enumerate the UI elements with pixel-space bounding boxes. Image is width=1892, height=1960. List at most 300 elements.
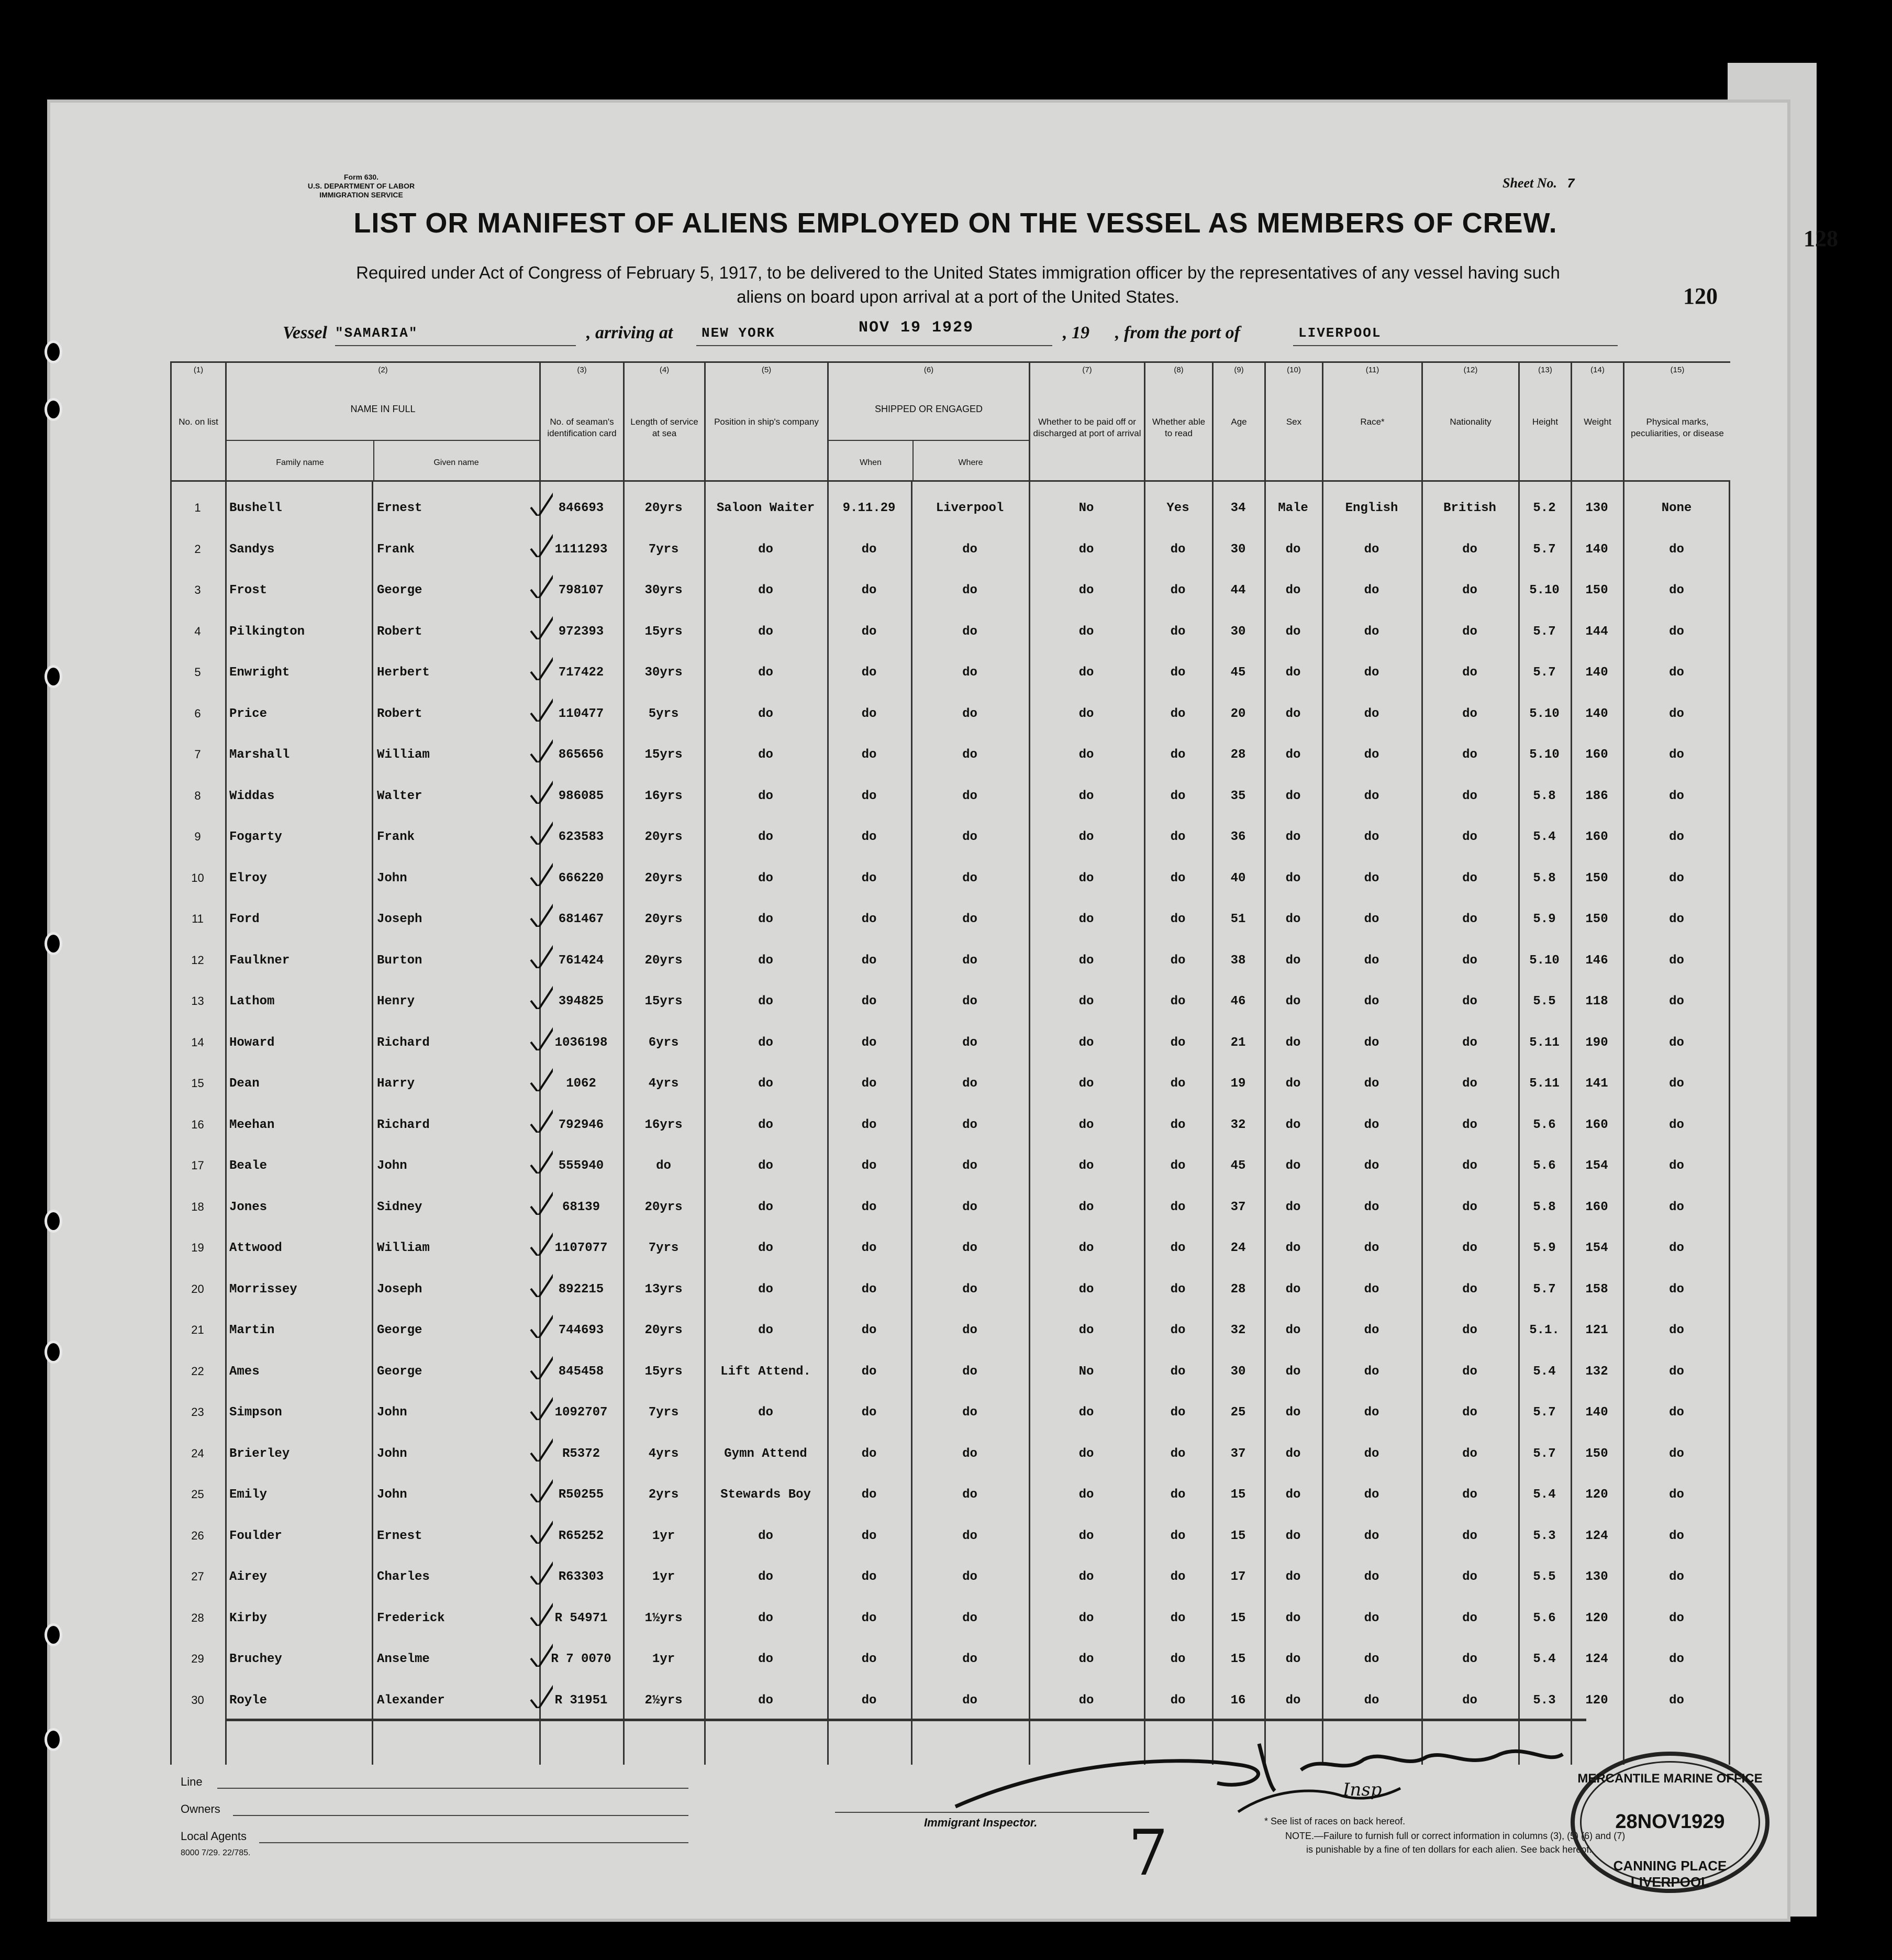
verification-check-mark bbox=[529, 1389, 553, 1420]
ship-position: do bbox=[758, 871, 773, 885]
family-name: Foulder bbox=[229, 1529, 282, 1543]
height: 5.6 bbox=[1533, 1159, 1556, 1173]
column-label: Sex bbox=[1286, 417, 1302, 427]
sub-column-label: Family name bbox=[276, 458, 324, 467]
paid-off: do bbox=[1078, 1446, 1094, 1461]
given-name: Robert bbox=[377, 706, 422, 721]
engaged-when: do bbox=[861, 1035, 877, 1050]
row-number: 9 bbox=[194, 830, 201, 843]
given-name: George bbox=[377, 583, 422, 597]
nationality: do bbox=[1462, 1200, 1477, 1214]
given-name: Richard bbox=[377, 1035, 430, 1050]
paid-off: do bbox=[1078, 542, 1094, 557]
service-length: 20yrs bbox=[644, 912, 683, 926]
physical-marks: do bbox=[1669, 1117, 1684, 1132]
engaged-where: do bbox=[962, 1323, 977, 1337]
engaged-when: do bbox=[861, 624, 877, 639]
given-name: Harry bbox=[377, 1077, 415, 1091]
ship-position: do bbox=[758, 666, 773, 680]
crew-row bbox=[170, 901, 1730, 942]
age: 19 bbox=[1230, 1077, 1246, 1091]
age: 30 bbox=[1230, 1364, 1246, 1379]
race: do bbox=[1364, 666, 1379, 680]
nationality: do bbox=[1462, 666, 1477, 680]
subheader-divider bbox=[829, 440, 1029, 441]
age: 32 bbox=[1230, 1323, 1246, 1337]
crew-row bbox=[170, 695, 1730, 736]
form-identifier bbox=[293, 173, 429, 200]
ship-position: do bbox=[758, 1159, 773, 1173]
crew-row bbox=[170, 654, 1730, 695]
penalty-note: NOTE.—Failure to furnish full or correct information in columns (3), (5) (6) and (7) bbox=[1285, 1831, 1626, 1841]
race: do bbox=[1364, 1405, 1379, 1420]
paid-off: do bbox=[1078, 994, 1094, 1009]
paid-off: No bbox=[1078, 1364, 1094, 1379]
family-name: Sandys bbox=[229, 542, 275, 557]
sex: do bbox=[1285, 542, 1301, 557]
engaged-where: do bbox=[962, 1364, 977, 1379]
able-to-read: do bbox=[1170, 1035, 1186, 1050]
row-number: 27 bbox=[191, 1570, 204, 1583]
row-number: 16 bbox=[191, 1117, 204, 1131]
age: 51 bbox=[1230, 912, 1246, 926]
age: 35 bbox=[1230, 789, 1246, 803]
column-label: SHIPPED OR ENGAGED bbox=[874, 404, 983, 414]
engaged-where: do bbox=[962, 789, 977, 803]
nationality: do bbox=[1462, 953, 1477, 968]
physical-marks: do bbox=[1669, 1405, 1684, 1420]
verification-check-mark bbox=[529, 484, 553, 516]
sex: do bbox=[1285, 1611, 1301, 1625]
race: do bbox=[1364, 994, 1379, 1009]
column-label: No. on list bbox=[179, 417, 218, 427]
year-label: , 19 bbox=[1063, 323, 1089, 342]
crew-row bbox=[170, 1024, 1730, 1065]
id-card-number: 623583 bbox=[558, 830, 604, 844]
verification-check-mark bbox=[529, 1635, 553, 1667]
given-name: John bbox=[377, 1405, 407, 1420]
id-card-number: 717422 bbox=[558, 666, 604, 680]
age: 45 bbox=[1230, 1159, 1246, 1173]
age: 37 bbox=[1230, 1446, 1246, 1461]
id-card-number: R50255 bbox=[558, 1488, 604, 1502]
punch-hole bbox=[44, 398, 62, 421]
ship-position: do bbox=[758, 953, 773, 968]
paid-off: do bbox=[1078, 1611, 1094, 1625]
family-name: Dean bbox=[229, 1077, 260, 1091]
crew-row bbox=[170, 1641, 1730, 1681]
row-number: 22 bbox=[191, 1364, 204, 1378]
family-name: Jones bbox=[229, 1200, 268, 1214]
given-name: Anselme bbox=[377, 1652, 430, 1666]
given-name: Frank bbox=[377, 542, 415, 557]
sex: do bbox=[1285, 666, 1301, 680]
sex: do bbox=[1285, 871, 1301, 885]
weight: 120 bbox=[1585, 1488, 1608, 1502]
paid-off: do bbox=[1078, 1405, 1094, 1420]
id-card-number: 892215 bbox=[558, 1282, 604, 1297]
stamp-top-text: MERCANTILE MARINE OFFICE bbox=[1577, 1771, 1763, 1786]
engaged-when: do bbox=[861, 666, 877, 680]
column-header bbox=[1029, 361, 1144, 482]
physical-marks: do bbox=[1669, 994, 1684, 1009]
weight: 146 bbox=[1585, 953, 1608, 968]
column-label: Height bbox=[1532, 417, 1559, 427]
given-name: Herbert bbox=[377, 666, 430, 680]
verification-check-mark bbox=[529, 1266, 553, 1297]
given-name: Frederick bbox=[377, 1611, 445, 1625]
age: 44 bbox=[1230, 583, 1246, 597]
age: 30 bbox=[1230, 624, 1246, 639]
engaged-when: do bbox=[861, 1405, 877, 1420]
engaged-where: Liverpool bbox=[936, 501, 1004, 515]
race: do bbox=[1364, 1159, 1379, 1173]
service-length: 20yrs bbox=[644, 501, 683, 515]
able-to-read: do bbox=[1170, 1159, 1186, 1173]
given-name: Sidney bbox=[377, 1200, 422, 1214]
able-to-read: do bbox=[1170, 1405, 1186, 1420]
inspector-signature bbox=[945, 1733, 1573, 1828]
able-to-read: do bbox=[1170, 748, 1186, 762]
service-length: 16yrs bbox=[644, 789, 683, 803]
engaged-where: do bbox=[962, 1282, 977, 1297]
ship-position: do bbox=[758, 1693, 773, 1708]
paid-off: do bbox=[1078, 624, 1094, 639]
underline bbox=[1293, 345, 1618, 346]
paid-off: do bbox=[1078, 1117, 1094, 1132]
physical-marks: do bbox=[1669, 789, 1684, 803]
race: do bbox=[1364, 871, 1379, 885]
crew-row bbox=[170, 1600, 1730, 1641]
ship-position: do bbox=[758, 706, 773, 721]
row-number: 30 bbox=[191, 1693, 204, 1707]
engaged-when: do bbox=[861, 1323, 877, 1337]
physical-marks: do bbox=[1669, 706, 1684, 721]
nationality: do bbox=[1462, 1035, 1477, 1050]
verification-check-mark bbox=[529, 1677, 553, 1708]
service-length: 20yrs bbox=[644, 953, 683, 968]
able-to-read: do bbox=[1170, 1077, 1186, 1091]
age: 17 bbox=[1230, 1570, 1246, 1584]
sex: do bbox=[1285, 1200, 1301, 1214]
height: 5.4 bbox=[1533, 1652, 1556, 1666]
age: 30 bbox=[1230, 542, 1246, 557]
engaged-where: do bbox=[962, 830, 977, 844]
able-to-read: do bbox=[1170, 1282, 1186, 1297]
physical-marks: do bbox=[1669, 1488, 1684, 1502]
family-name: Widdas bbox=[229, 789, 275, 803]
sex: do bbox=[1285, 1693, 1301, 1708]
able-to-read: do bbox=[1170, 912, 1186, 926]
given-name: Joseph bbox=[377, 912, 422, 926]
weight: 140 bbox=[1585, 706, 1608, 721]
column-label: No. of seaman's identification card bbox=[547, 417, 617, 438]
arrival-date-stamp: NOV 19 1929 bbox=[859, 319, 974, 337]
nationality: do bbox=[1462, 1693, 1477, 1708]
ship-position: do bbox=[758, 1323, 773, 1337]
id-card-number: 666220 bbox=[558, 871, 604, 885]
race: do bbox=[1364, 1241, 1379, 1255]
engaged-where: do bbox=[962, 1200, 977, 1214]
engaged-when: do bbox=[861, 830, 877, 844]
ship-position: do bbox=[758, 1652, 773, 1666]
race: do bbox=[1364, 830, 1379, 844]
height: 5.8 bbox=[1533, 871, 1556, 885]
nationality: do bbox=[1462, 1117, 1477, 1132]
column-header bbox=[1264, 361, 1322, 482]
height: 5.10 bbox=[1529, 953, 1560, 968]
able-to-read: do bbox=[1170, 1570, 1186, 1584]
engaged-when: 9.11.29 bbox=[842, 501, 896, 515]
crew-row bbox=[170, 778, 1730, 818]
row-number: 21 bbox=[191, 1323, 204, 1336]
height: 5.7 bbox=[1533, 1446, 1556, 1461]
ship-position: do bbox=[758, 912, 773, 926]
column-label: Whether to be paid off or discharged at port of arrival bbox=[1033, 417, 1141, 438]
race: do bbox=[1364, 1652, 1379, 1666]
weight: 121 bbox=[1585, 1323, 1608, 1337]
column-label: Weight bbox=[1584, 417, 1611, 427]
height: 5.5 bbox=[1533, 994, 1556, 1009]
height: 5.10 bbox=[1529, 583, 1560, 597]
document-title: LIST OR MANIFEST OF ALIENS EMPLOYED ON THE VESSEL AS MEMBERS OF CREW. bbox=[353, 207, 1557, 239]
service-length: 15yrs bbox=[644, 748, 683, 762]
nationality: do bbox=[1462, 1241, 1477, 1255]
row-number: 11 bbox=[192, 912, 204, 925]
id-card-number: 110477 bbox=[558, 706, 604, 721]
physical-marks: do bbox=[1669, 542, 1684, 557]
crew-row bbox=[170, 1312, 1730, 1353]
engaged-where: do bbox=[962, 1529, 977, 1543]
paid-off: do bbox=[1078, 789, 1094, 803]
paid-off: do bbox=[1078, 1241, 1094, 1255]
ship-position: do bbox=[758, 830, 773, 844]
height: 5.7 bbox=[1533, 542, 1556, 557]
height: 5.9 bbox=[1533, 1241, 1556, 1255]
weight: 120 bbox=[1585, 1611, 1608, 1625]
paid-off: do bbox=[1078, 953, 1094, 968]
able-to-read: do bbox=[1170, 1200, 1186, 1214]
weight: 130 bbox=[1585, 501, 1608, 515]
engaged-where: do bbox=[962, 1159, 977, 1173]
able-to-read: do bbox=[1170, 1652, 1186, 1666]
penalty-note: is punishable by a fine of ten dollars for each alien. See back hereof. bbox=[1306, 1844, 1592, 1855]
family-name: Ford bbox=[229, 912, 260, 926]
row-number: 20 bbox=[191, 1282, 204, 1295]
underline bbox=[259, 1842, 688, 1843]
age: 32 bbox=[1230, 1117, 1246, 1132]
race: do bbox=[1364, 624, 1379, 639]
weight: 141 bbox=[1585, 1077, 1608, 1091]
sex: do bbox=[1285, 1488, 1301, 1502]
able-to-read: do bbox=[1170, 1446, 1186, 1461]
inspector-label: Immigrant Inspector. bbox=[924, 1816, 1038, 1829]
column-label: Age bbox=[1231, 417, 1247, 427]
physical-marks: None bbox=[1661, 501, 1692, 515]
ship-position: do bbox=[758, 1570, 773, 1584]
ship-position: do bbox=[758, 583, 773, 597]
height: 5.4 bbox=[1533, 830, 1556, 844]
weight: 150 bbox=[1585, 871, 1608, 885]
engaged-where: do bbox=[962, 1405, 977, 1420]
owners-label: Owners bbox=[181, 1802, 220, 1815]
verification-check-mark bbox=[529, 1183, 553, 1215]
page-number-box: 120 bbox=[1683, 283, 1718, 309]
engaged-when: do bbox=[861, 1570, 877, 1584]
height: 5.3 bbox=[1533, 1693, 1556, 1708]
crew-row bbox=[170, 1230, 1730, 1270]
column-label: Whether able to read bbox=[1152, 417, 1206, 438]
engaged-when: do bbox=[861, 789, 877, 803]
race: do bbox=[1364, 789, 1379, 803]
column-label: Nationality bbox=[1450, 417, 1492, 427]
subtitle-line: Required under Act of Congress of February 5, 1917, to be delivered to the United States immigration officer by the representatives of any vessel having such bbox=[356, 263, 1560, 282]
column-header bbox=[539, 361, 623, 482]
punch-hole bbox=[44, 932, 62, 955]
column-number: (12) bbox=[1463, 366, 1478, 374]
service-name: IMMIGRATION SERVICE bbox=[319, 191, 403, 199]
physical-marks: do bbox=[1669, 830, 1684, 844]
ship-position: Gymn Attend bbox=[724, 1446, 807, 1461]
able-to-read: do bbox=[1170, 1117, 1186, 1132]
engaged-where: do bbox=[962, 994, 977, 1009]
nationality: do bbox=[1462, 994, 1477, 1009]
crew-row bbox=[170, 983, 1730, 1024]
crew-row bbox=[170, 490, 1730, 530]
paid-off: do bbox=[1078, 1529, 1094, 1543]
given-name: Alexander bbox=[377, 1693, 445, 1708]
crew-row bbox=[170, 1271, 1730, 1312]
nationality: do bbox=[1462, 1364, 1477, 1379]
column-header bbox=[704, 361, 827, 482]
nationality: do bbox=[1462, 1570, 1477, 1584]
service-length: 20yrs bbox=[644, 1200, 683, 1214]
able-to-read: do bbox=[1170, 542, 1186, 557]
family-name: Royle bbox=[229, 1693, 268, 1708]
arriving-port: NEW YORK bbox=[702, 325, 775, 341]
weight: 130 bbox=[1585, 1570, 1608, 1584]
physical-marks: do bbox=[1669, 624, 1684, 639]
id-card-number: 1062 bbox=[566, 1077, 596, 1091]
age: 34 bbox=[1230, 501, 1246, 515]
verification-check-mark bbox=[529, 1101, 553, 1133]
physical-marks: do bbox=[1669, 1159, 1684, 1173]
engaged-when: do bbox=[861, 1241, 877, 1255]
punch-hole bbox=[44, 1728, 62, 1751]
age: 16 bbox=[1230, 1693, 1246, 1708]
nationality: do bbox=[1462, 1446, 1477, 1461]
able-to-read: do bbox=[1170, 583, 1186, 597]
race: do bbox=[1364, 748, 1379, 762]
id-card-number: 986085 bbox=[558, 789, 604, 803]
paid-off: do bbox=[1078, 1282, 1094, 1297]
service-length: 15yrs bbox=[644, 624, 683, 639]
weight: 160 bbox=[1585, 1200, 1608, 1214]
physical-marks: do bbox=[1669, 583, 1684, 597]
verification-check-mark bbox=[529, 608, 553, 639]
footer bbox=[170, 1775, 1730, 1911]
crew-row bbox=[170, 572, 1730, 613]
nationality: do bbox=[1462, 1282, 1477, 1297]
column-number: (7) bbox=[1082, 366, 1092, 374]
physical-marks: do bbox=[1669, 1570, 1684, 1584]
crew-row bbox=[170, 1558, 1730, 1599]
given-name: John bbox=[377, 1446, 407, 1461]
column-number: (8) bbox=[1174, 366, 1184, 374]
family-name: Beale bbox=[229, 1159, 268, 1173]
paid-off: do bbox=[1078, 1200, 1094, 1214]
weight: 120 bbox=[1585, 1693, 1608, 1708]
given-name: Joseph bbox=[377, 1282, 422, 1297]
weight: 154 bbox=[1585, 1241, 1608, 1255]
age: 21 bbox=[1230, 1035, 1246, 1050]
service-length: 7yrs bbox=[648, 1405, 679, 1420]
verification-check-mark bbox=[529, 1060, 553, 1091]
row-number: 19 bbox=[191, 1241, 204, 1254]
ship-position: do bbox=[758, 1405, 773, 1420]
nationality: do bbox=[1462, 542, 1477, 557]
vessel-name: "SAMARIA" bbox=[335, 325, 418, 341]
given-name: Ernest bbox=[377, 1529, 422, 1543]
service-length: 6yrs bbox=[648, 1035, 679, 1050]
underline bbox=[335, 345, 576, 346]
service-length: 13yrs bbox=[644, 1282, 683, 1297]
paid-off: do bbox=[1078, 1652, 1094, 1666]
stamp-bottom-text: CANNING PLACE LIVERPOOL bbox=[1613, 1858, 1727, 1890]
row-number: 28 bbox=[191, 1611, 204, 1624]
engaged-where: do bbox=[962, 542, 977, 557]
column-number: (10) bbox=[1287, 366, 1301, 374]
service-length: do bbox=[656, 1159, 671, 1173]
id-card-number: 972393 bbox=[558, 624, 604, 639]
ship-position: do bbox=[758, 748, 773, 762]
line-label: Line bbox=[181, 1775, 203, 1788]
race: do bbox=[1364, 1077, 1379, 1091]
race: English bbox=[1345, 501, 1398, 515]
engaged-when: do bbox=[861, 953, 877, 968]
age: 15 bbox=[1230, 1529, 1246, 1543]
engaged-where: do bbox=[962, 912, 977, 926]
given-name: William bbox=[377, 1241, 430, 1255]
age: 25 bbox=[1230, 1405, 1246, 1420]
height: 5.7 bbox=[1533, 1282, 1556, 1297]
family-name: Ames bbox=[229, 1364, 260, 1379]
given-name: Walter bbox=[377, 789, 422, 803]
paid-off: do bbox=[1078, 748, 1094, 762]
age: 40 bbox=[1230, 871, 1246, 885]
weight: 144 bbox=[1585, 624, 1608, 639]
verification-check-mark bbox=[529, 1594, 553, 1626]
engaged-when: do bbox=[861, 1200, 877, 1214]
crew-row bbox=[170, 1353, 1730, 1394]
engaged-when: do bbox=[861, 1159, 877, 1173]
verification-check-mark bbox=[529, 1142, 553, 1173]
row-number: 18 bbox=[191, 1200, 204, 1213]
given-name: George bbox=[377, 1364, 422, 1379]
family-name: Lathom bbox=[229, 994, 275, 1009]
department-name: U.S. DEPARTMENT OF LABOR bbox=[307, 182, 415, 190]
paid-off: No bbox=[1078, 501, 1094, 515]
row-number: 14 bbox=[191, 1035, 204, 1049]
column-label: Position in ship's company bbox=[714, 417, 819, 427]
id-card-number: 761424 bbox=[558, 953, 604, 968]
age: 28 bbox=[1230, 1282, 1246, 1297]
punch-hole bbox=[44, 1623, 62, 1646]
able-to-read: do bbox=[1170, 1611, 1186, 1625]
able-to-read: Yes bbox=[1166, 501, 1189, 515]
nationality: do bbox=[1462, 1405, 1477, 1420]
ship-position: do bbox=[758, 624, 773, 639]
